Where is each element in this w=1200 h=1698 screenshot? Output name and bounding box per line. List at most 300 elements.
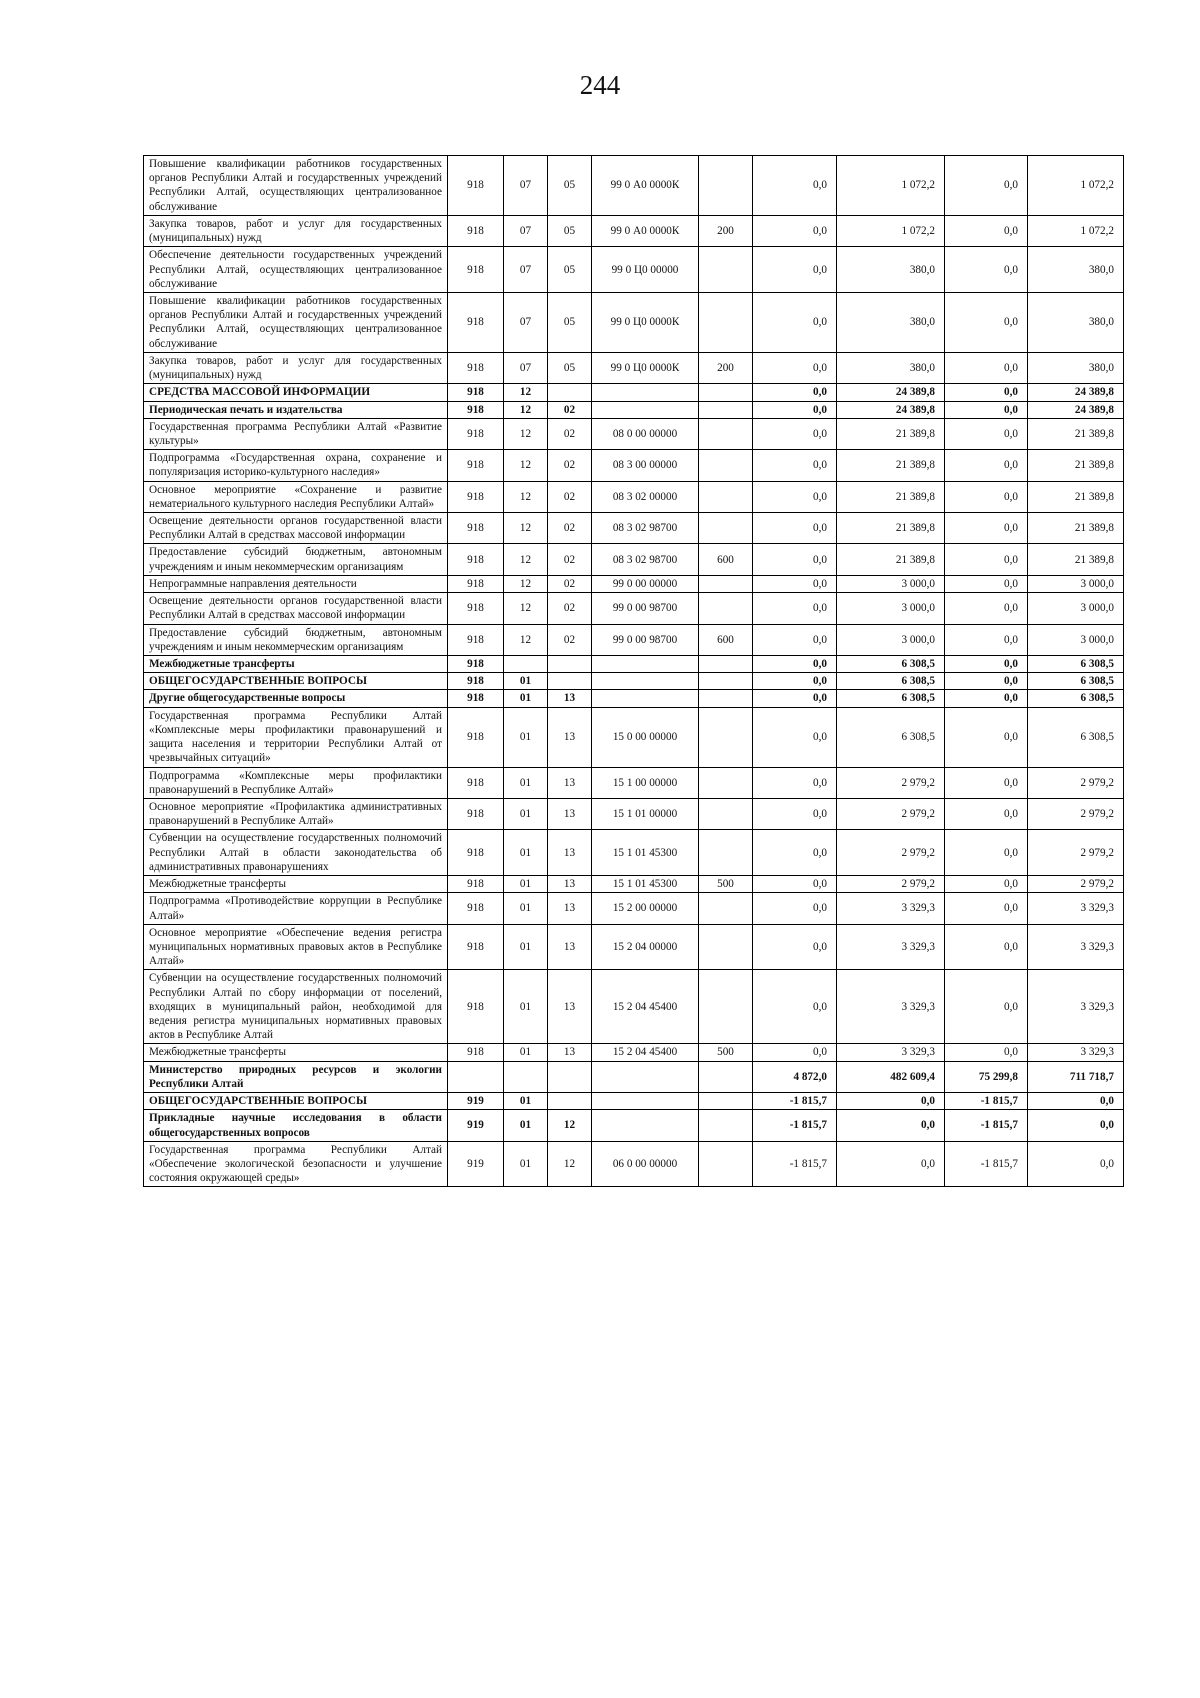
row-subsection-code [548,1061,592,1092]
row-name: Другие общегосударственные вопросы [144,690,448,707]
row-subsection-code: 05 [548,352,592,383]
row-section-code: 07 [504,292,548,352]
row-target-article: 99 0 А0 0000К [592,215,699,246]
row-subsection-code: 05 [548,156,592,216]
row-amount-1: 0,0 [753,798,837,829]
row-section-code: 01 [504,673,548,690]
row-amount-3: 0,0 [945,924,1028,970]
row-ministry-code: 918 [448,513,504,544]
row-section-code: 12 [504,384,548,401]
row-section-code: 12 [504,544,548,575]
row-amount-2: 6 308,5 [837,673,945,690]
table-row [144,156,1124,216]
row-amount-4: 3 329,3 [1028,924,1124,970]
row-amount-2: 0,0 [837,1141,945,1187]
row-name: Межбюджетные трансферты [144,876,448,893]
row-subsection-code: 12 [548,1110,592,1141]
row-amount-3: 0,0 [945,1044,1028,1061]
row-target-article [592,673,699,690]
table-row [144,798,1124,829]
row-subsection-code [548,673,592,690]
row-amount-4: 6 308,5 [1028,690,1124,707]
page-number: 244 [579,70,621,100]
row-section-code: 12 [504,624,548,655]
row-expense-type [699,450,753,481]
row-amount-3: 0,0 [945,575,1028,592]
row-amount-2: 24 389,8 [837,384,945,401]
row-amount-2: 380,0 [837,292,945,352]
row-expense-type [699,418,753,449]
row-amount-4: 24 389,8 [1028,384,1124,401]
row-subsection-code: 02 [548,418,592,449]
table-row [144,593,1124,624]
row-name: Периодическая печать и издательства [144,401,448,418]
row-ministry-code: 918 [448,593,504,624]
row-ministry-code: 918 [448,418,504,449]
row-name: Закупка товаров, работ и услуг для государственных (муниципальных) нужд [144,215,448,246]
row-section-code: 07 [504,156,548,216]
row-section-code: 01 [504,876,548,893]
row-expense-type [699,690,753,707]
row-name: Подпрограмма «Противодействие коррупции в Республике Алтай» [144,893,448,924]
row-section-code: 01 [504,970,548,1044]
row-ministry-code: 919 [448,1110,504,1141]
row-amount-1: 0,0 [753,450,837,481]
row-amount-2: 3 329,3 [837,1044,945,1061]
row-name: Субвенции на осуществление государственных полномочий Республики Алтай по сбору информации от поселений, входящих в муниципальный район, необходимой для ведения регистра муниципальных нормативных правовых актов в Республике Алтай [144,970,448,1044]
row-expense-type [699,575,753,592]
row-subsection-code: 13 [548,830,592,876]
table-row [144,450,1124,481]
row-amount-1: 0,0 [753,481,837,512]
row-amount-1: 0,0 [753,593,837,624]
row-target-article: 15 2 00 00000 [592,893,699,924]
row-target-article: 15 0 00 00000 [592,707,699,767]
row-amount-1: 0,0 [753,893,837,924]
row-expense-type: 500 [699,876,753,893]
row-amount-3: 0,0 [945,401,1028,418]
row-subsection-code: 12 [548,1141,592,1187]
row-amount-1: -1 815,7 [753,1141,837,1187]
row-amount-4: 21 389,8 [1028,481,1124,512]
row-name: Основное мероприятие «Профилактика административных правонарушений в Республике Алтай» [144,798,448,829]
row-amount-4: 2 979,2 [1028,830,1124,876]
row-ministry-code: 918 [448,924,504,970]
row-target-article: 15 1 00 00000 [592,767,699,798]
row-amount-2: 2 979,2 [837,876,945,893]
row-amount-4: 3 000,0 [1028,593,1124,624]
row-expense-type [699,924,753,970]
row-subsection-code: 02 [548,544,592,575]
row-name: Освещение деятельности органов государственной власти Республики Алтай в средствах массовой информации [144,513,448,544]
row-ministry-code: 918 [448,401,504,418]
row-amount-3: 0,0 [945,593,1028,624]
table-row [144,924,1124,970]
row-target-article: 99 0 Ц0 00000 [592,247,699,293]
row-ministry-code: 918 [448,215,504,246]
row-amount-3: 0,0 [945,830,1028,876]
row-expense-type: 200 [699,215,753,246]
row-amount-1: 0,0 [753,767,837,798]
row-name: Предоставление субсидий бюджетным, автономным учреждениям и иным некоммерческим организациям [144,624,448,655]
row-amount-1: 0,0 [753,513,837,544]
row-amount-2: 21 389,8 [837,544,945,575]
row-amount-1: 0,0 [753,707,837,767]
row-target-article [592,401,699,418]
row-name: Повышение квалификации работников государственных органов Республики Алтай и государственных учреждений Республики Алтай, осуществляющих централизованное обслуживание [144,156,448,216]
row-expense-type [699,513,753,544]
row-ministry-code: 918 [448,1044,504,1061]
row-expense-type [699,481,753,512]
row-amount-2: 0,0 [837,1110,945,1141]
table-row [144,292,1124,352]
row-target-article: 08 3 02 00000 [592,481,699,512]
row-section-code: 07 [504,215,548,246]
table-row [144,1093,1124,1110]
row-section-code: 01 [504,1141,548,1187]
row-amount-3: 0,0 [945,513,1028,544]
row-amount-3: 0,0 [945,215,1028,246]
row-name: Министерство природных ресурсов и экологии Республики Алтай [144,1061,448,1092]
row-ministry-code: 918 [448,830,504,876]
row-amount-2: 21 389,8 [837,481,945,512]
table-row [144,1110,1124,1141]
row-amount-4: 1 072,2 [1028,156,1124,216]
row-section-code [504,1061,548,1092]
table-row [144,401,1124,418]
table-row [144,418,1124,449]
row-target-article: 15 2 04 45400 [592,1044,699,1061]
row-amount-1: 0,0 [753,924,837,970]
row-amount-4: 6 308,5 [1028,656,1124,673]
row-amount-1: 0,0 [753,418,837,449]
row-ministry-code: 918 [448,247,504,293]
row-expense-type [699,593,753,624]
row-subsection-code: 02 [548,513,592,544]
row-amount-2: 24 389,8 [837,401,945,418]
row-amount-4: 711 718,7 [1028,1061,1124,1092]
row-amount-1: 0,0 [753,401,837,418]
row-target-article: 15 1 01 00000 [592,798,699,829]
row-subsection-code: 13 [548,1044,592,1061]
row-target-article: 99 0 00 98700 [592,624,699,655]
row-subsection-code: 05 [548,247,592,293]
row-section-code: 12 [504,418,548,449]
row-expense-type [699,1110,753,1141]
row-subsection-code: 02 [548,401,592,418]
row-amount-1: 0,0 [753,352,837,383]
row-ministry-code: 918 [448,876,504,893]
row-section-code: 01 [504,1093,548,1110]
row-target-article: 15 2 04 00000 [592,924,699,970]
row-amount-3: 0,0 [945,876,1028,893]
row-name: Прикладные научные исследования в области общегосударственных вопросов [144,1110,448,1141]
row-expense-type [699,247,753,293]
row-amount-2: 3 000,0 [837,624,945,655]
row-amount-3: 0,0 [945,893,1028,924]
row-target-article: 06 0 00 00000 [592,1141,699,1187]
row-name: Непрограммные направления деятельности [144,575,448,592]
row-target-article: 15 1 01 45300 [592,876,699,893]
table-row [144,1141,1124,1187]
row-amount-2: 3 329,3 [837,893,945,924]
row-amount-1: 0,0 [753,544,837,575]
row-expense-type [699,767,753,798]
row-section-code: 12 [504,575,548,592]
row-ministry-code: 918 [448,690,504,707]
row-expense-type [699,1061,753,1092]
row-name: Государственная программа Республики Алтай «Обеспечение экологической безопасности и улучшение состояния окружающей среды» [144,1141,448,1187]
row-amount-3: 0,0 [945,624,1028,655]
row-amount-4: 0,0 [1028,1110,1124,1141]
row-name: ОБЩЕГОСУДАРСТВЕННЫЕ ВОПРОСЫ [144,673,448,690]
row-target-article: 08 0 00 00000 [592,418,699,449]
table-row [144,767,1124,798]
row-subsection-code: 13 [548,707,592,767]
row-subsection-code: 13 [548,970,592,1044]
row-subsection-code: 02 [548,450,592,481]
row-amount-3: 75 299,8 [945,1061,1028,1092]
table-row [144,876,1124,893]
row-expense-type: 500 [699,1044,753,1061]
row-expense-type: 200 [699,352,753,383]
row-amount-1: 0,0 [753,656,837,673]
row-amount-2: 6 308,5 [837,656,945,673]
row-amount-4: 21 389,8 [1028,544,1124,575]
table-row [144,893,1124,924]
row-name: Подпрограмма «Комплексные меры профилактики правонарушений в Республике Алтай» [144,767,448,798]
row-target-article: 99 0 Ц0 0000К [592,292,699,352]
row-ministry-code: 918 [448,384,504,401]
row-name: Предоставление субсидий бюджетным, автономным учреждениям и иным некоммерческим организациям [144,544,448,575]
row-ministry-code: 918 [448,352,504,383]
row-section-code: 01 [504,690,548,707]
row-subsection-code: 13 [548,767,592,798]
row-ministry-code: 918 [448,292,504,352]
row-ministry-code: 918 [448,656,504,673]
row-amount-1: 4 872,0 [753,1061,837,1092]
row-amount-1: 0,0 [753,970,837,1044]
row-target-article: 99 0 Ц0 0000К [592,352,699,383]
row-subsection-code: 05 [548,215,592,246]
row-amount-1: 0,0 [753,624,837,655]
row-target-article: 99 0 00 98700 [592,593,699,624]
row-amount-2: 482 609,4 [837,1061,945,1092]
row-amount-3: -1 815,7 [945,1110,1028,1141]
row-expense-type [699,970,753,1044]
row-ministry-code: 918 [448,707,504,767]
row-section-code [504,656,548,673]
row-amount-4: 3 329,3 [1028,1044,1124,1061]
row-amount-1: 0,0 [753,292,837,352]
row-amount-1: -1 815,7 [753,1093,837,1110]
row-target-article [592,656,699,673]
row-section-code: 01 [504,924,548,970]
row-ministry-code: 918 [448,544,504,575]
row-name: Основное мероприятие «Сохранение и развитие нематериального культурного наследия Республики Алтай» [144,481,448,512]
row-amount-3: 0,0 [945,707,1028,767]
row-ministry-code: 918 [448,450,504,481]
row-target-article: 08 3 02 98700 [592,513,699,544]
row-amount-2: 2 979,2 [837,798,945,829]
row-amount-4: 380,0 [1028,352,1124,383]
row-section-code: 01 [504,893,548,924]
row-ministry-code: 918 [448,673,504,690]
row-section-code: 01 [504,767,548,798]
row-ministry-code: 918 [448,767,504,798]
row-target-article [592,384,699,401]
row-section-code: 12 [504,593,548,624]
table-row [144,690,1124,707]
row-expense-type [699,830,753,876]
row-amount-3: 0,0 [945,673,1028,690]
row-amount-3: 0,0 [945,450,1028,481]
row-amount-2: 21 389,8 [837,450,945,481]
row-section-code: 01 [504,798,548,829]
row-ministry-code: 918 [448,575,504,592]
row-expense-type: 600 [699,624,753,655]
row-amount-3: 0,0 [945,384,1028,401]
row-ministry-code: 918 [448,156,504,216]
row-expense-type [699,401,753,418]
row-amount-4: 6 308,5 [1028,673,1124,690]
row-amount-3: 0,0 [945,970,1028,1044]
row-amount-1: 0,0 [753,575,837,592]
table-row [144,707,1124,767]
table-row [144,352,1124,383]
row-section-code: 01 [504,1044,548,1061]
row-amount-4: 0,0 [1028,1093,1124,1110]
row-name: Закупка товаров, работ и услуг для государственных (муниципальных) нужд [144,352,448,383]
table-row [144,247,1124,293]
row-amount-4: 3 329,3 [1028,893,1124,924]
row-name: Межбюджетные трансферты [144,1044,448,1061]
row-expense-type [699,673,753,690]
row-expense-type [699,707,753,767]
row-amount-3: 0,0 [945,767,1028,798]
row-name: Государственная программа Республики Алтай «Комплексные меры профилактики правонарушений и защита населения и территории Республики Алтай от чрезвычайных ситуаций» [144,707,448,767]
row-amount-3: 0,0 [945,247,1028,293]
row-target-article: 08 3 00 00000 [592,450,699,481]
table-row [144,1061,1124,1092]
row-subsection-code: 02 [548,481,592,512]
table-row [144,513,1124,544]
row-section-code: 07 [504,247,548,293]
row-amount-3: -1 815,7 [945,1093,1028,1110]
row-amount-2: 2 979,2 [837,830,945,876]
row-amount-2: 3 329,3 [837,970,945,1044]
row-amount-2: 1 072,2 [837,156,945,216]
row-ministry-code: 918 [448,624,504,655]
row-target-article: 15 1 01 45300 [592,830,699,876]
row-target-article: 08 3 02 98700 [592,544,699,575]
row-expense-type [699,1093,753,1110]
row-name: СРЕДСТВА МАССОВОЙ ИНФОРМАЦИИ [144,384,448,401]
row-expense-type [699,292,753,352]
row-amount-3: 0,0 [945,481,1028,512]
row-subsection-code: 13 [548,924,592,970]
row-target-article: 15 2 04 45400 [592,970,699,1044]
row-name: Субвенции на осуществление государственных полномочий Республики Алтай в области законодательства об административных правонарушениях [144,830,448,876]
row-amount-3: 0,0 [945,690,1028,707]
row-amount-3: 0,0 [945,292,1028,352]
row-amount-3: 0,0 [945,352,1028,383]
row-amount-1: 0,0 [753,156,837,216]
row-amount-2: 380,0 [837,352,945,383]
table-row [144,970,1124,1044]
row-amount-4: 3 000,0 [1028,624,1124,655]
table-row [144,830,1124,876]
row-target-article [592,1110,699,1141]
row-expense-type: 600 [699,544,753,575]
row-ministry-code: 918 [448,798,504,829]
row-target-article [592,1093,699,1110]
row-expense-type [699,156,753,216]
row-amount-4: 1 072,2 [1028,215,1124,246]
table-row [144,673,1124,690]
row-amount-4: 2 979,2 [1028,876,1124,893]
row-amount-2: 380,0 [837,247,945,293]
row-subsection-code: 13 [548,690,592,707]
row-name: Обеспечение деятельности государственных учреждений Республики Алтай, осуществляющих централизованное обслуживание [144,247,448,293]
budget-table [143,155,1124,1187]
row-section-code: 01 [504,1110,548,1141]
row-section-code: 12 [504,513,548,544]
row-amount-2: 0,0 [837,1093,945,1110]
row-expense-type [699,798,753,829]
row-amount-4: 24 389,8 [1028,401,1124,418]
row-amount-2: 1 072,2 [837,215,945,246]
row-amount-4: 3 329,3 [1028,970,1124,1044]
row-section-code: 12 [504,481,548,512]
row-amount-4: 380,0 [1028,292,1124,352]
row-subsection-code: 02 [548,575,592,592]
row-section-code: 01 [504,830,548,876]
row-amount-2: 6 308,5 [837,690,945,707]
row-expense-type [699,1141,753,1187]
row-amount-4: 0,0 [1028,1141,1124,1187]
row-section-code: 12 [504,450,548,481]
row-section-code: 07 [504,352,548,383]
row-amount-1: -1 815,7 [753,1110,837,1141]
row-amount-3: 0,0 [945,656,1028,673]
row-amount-1: 0,0 [753,384,837,401]
row-amount-4: 21 389,8 [1028,450,1124,481]
row-amount-2: 21 389,8 [837,418,945,449]
row-amount-2: 6 308,5 [837,707,945,767]
row-expense-type [699,384,753,401]
row-ministry-code: 918 [448,481,504,512]
row-amount-4: 380,0 [1028,247,1124,293]
table-body [144,156,1124,1187]
table-row [144,384,1124,401]
row-amount-3: 0,0 [945,798,1028,829]
row-amount-4: 21 389,8 [1028,513,1124,544]
table-row [144,544,1124,575]
row-subsection-code: 02 [548,624,592,655]
table-row [144,215,1124,246]
row-ministry-code [448,1061,504,1092]
row-subsection-code [548,1093,592,1110]
row-target-article: 99 0 А0 0000К [592,156,699,216]
row-expense-type [699,893,753,924]
row-amount-2: 3 329,3 [837,924,945,970]
row-amount-3: 0,0 [945,418,1028,449]
table-row [144,481,1124,512]
row-name: Межбюджетные трансферты [144,656,448,673]
row-subsection-code [548,384,592,401]
row-subsection-code: 13 [548,876,592,893]
